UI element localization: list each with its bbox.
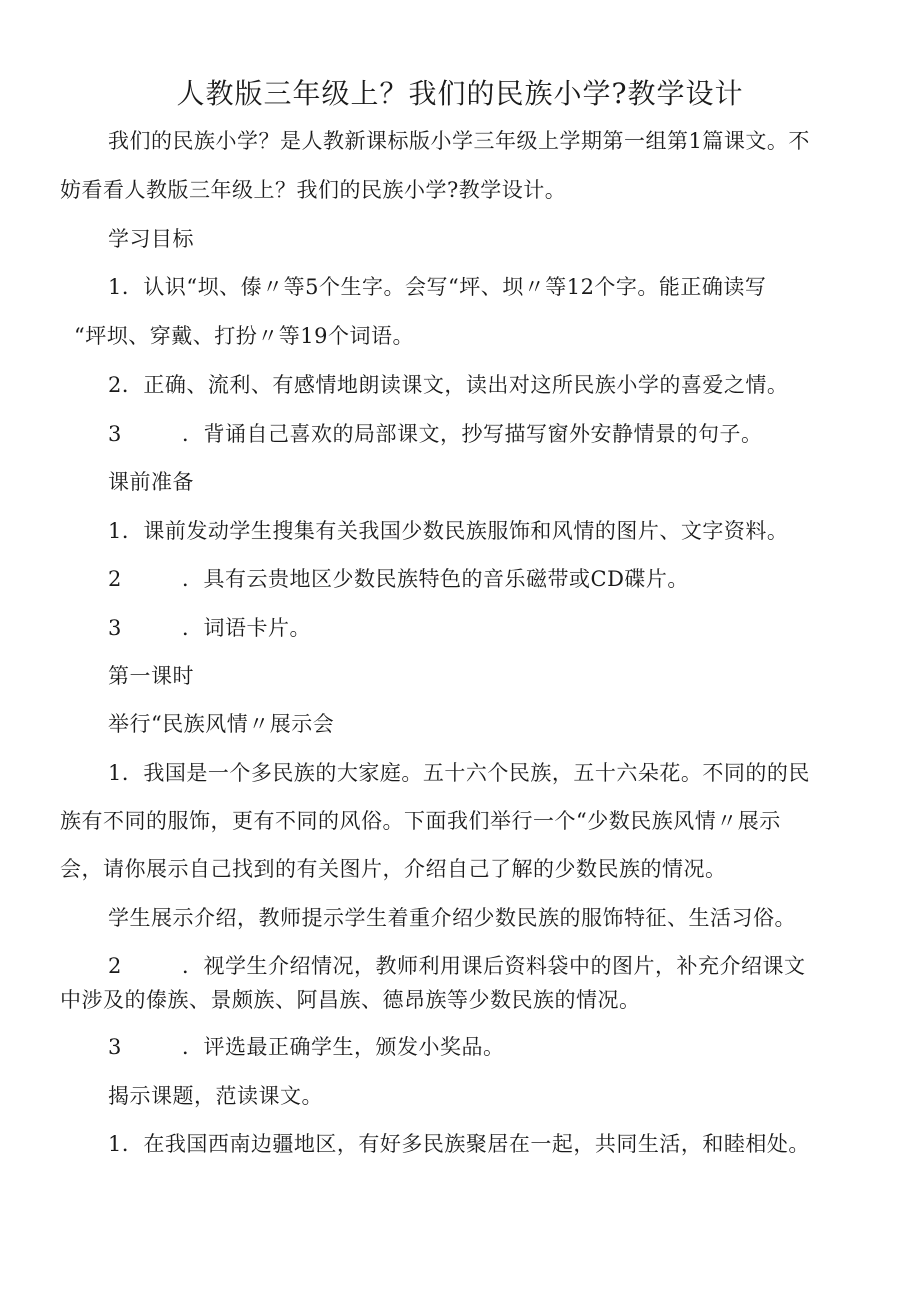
goal-item-3 xyxy=(108,419,763,449)
list-number: 1． xyxy=(108,761,144,785)
document-title: 人教版三年级上？我们的民族小学?教学设计 xyxy=(176,77,744,110)
intro-line-1: 我们的民族小学？是人教新课标版小学三年级上学期第一组第1篇课文。不 xyxy=(108,129,810,153)
prep-item-2 xyxy=(108,564,689,594)
goal-item-1-continued: “坪坝、穿戴、打扮〃等19个词语。 xyxy=(74,324,414,348)
exhibit-note: 学生展示介绍，教师提示学生着重介绍少数民族的服饰特征、生活习俗。 xyxy=(108,906,796,930)
exhibit-item-2-continued: 中涉及的傣族、景颇族、阿昌族、德昂族等少数民族的情况。 xyxy=(60,988,641,1012)
exhibit-item-1 xyxy=(108,758,810,788)
reveal-item-1 xyxy=(108,1129,810,1159)
prep-item-1 xyxy=(108,516,788,546)
list-number: 2 xyxy=(108,954,122,978)
section-heading-prep: 课前准备 xyxy=(108,470,194,494)
list-number: 3 xyxy=(108,616,122,640)
section-heading-goals: 学习目标 xyxy=(108,227,194,251)
list-number: 1． xyxy=(108,519,144,543)
exhibit-item-2 xyxy=(108,951,806,981)
intro-line-2: 妨看看人教版三年级上？我们的民族小学?教学设计。 xyxy=(60,178,567,202)
list-number: 2． xyxy=(108,373,144,397)
goal-item-2 xyxy=(108,370,788,400)
goal-item-2-text: 正确、流利、有感情地朗读课文，读出对这所民族小学的喜爱之情。 xyxy=(143,373,789,397)
exhibit-item-1-text: 我国是一个多民族的大家庭。五十六个民族，五十六朵花。不同的的民 xyxy=(143,761,810,785)
exhibit-item-1-continued: 族有不同的服饰，更有不同的风俗。下面我们举行一个“少数民族风情〃展示 xyxy=(60,809,781,833)
section-heading-lesson-1: 第一课时 xyxy=(108,664,194,688)
exhibit-item-3-text: ．评选最正确学生，颁发小奖品。 xyxy=(182,1035,505,1059)
list-number: 1． xyxy=(108,1132,144,1156)
prep-item-2-text: ．具有云贵地区少数民族特色的音乐磁带或CD碟片。 xyxy=(182,567,689,591)
goal-item-1 xyxy=(108,272,766,302)
exhibit-item-2-text: ．视学生介绍情况，教师利用课后资料袋中的图片，补充介绍课文 xyxy=(182,954,806,978)
exhibit-item-1-continued: 会，请你展示自己找到的有关图片，介绍自己了解的少数民族的情况。 xyxy=(60,857,727,881)
list-number: 3 xyxy=(108,422,122,446)
list-number: 3 xyxy=(108,1035,122,1059)
reveal-item-1-text: 在我国西南边疆地区，有好多民族聚居在一起，共同生活，和睦相处。 xyxy=(143,1132,810,1156)
list-number: 2 xyxy=(108,567,122,591)
prep-item-3 xyxy=(108,613,311,643)
list-number: 1． xyxy=(108,275,144,299)
exhibit-item-3 xyxy=(108,1032,505,1062)
goal-item-3-text: ．背诵自己喜欢的局部课文，抄写描写窗外安静情景的句子。 xyxy=(182,422,763,446)
section-heading-exhibit: 举行“民族风情〃展示会 xyxy=(108,712,335,736)
prep-item-3-text: ．词语卡片。 xyxy=(182,616,311,640)
goal-item-1-text: 认识“坝、傣〃等5个生字。会写“坪、坝〃等12个字。能正确读写 xyxy=(143,275,767,299)
prep-item-1-text: 课前发动学生搜集有关我国少数民族服饰和风情的图片、文字资料。 xyxy=(143,519,789,543)
section-heading-reveal: 揭示课题，范读课文。 xyxy=(108,1084,323,1108)
